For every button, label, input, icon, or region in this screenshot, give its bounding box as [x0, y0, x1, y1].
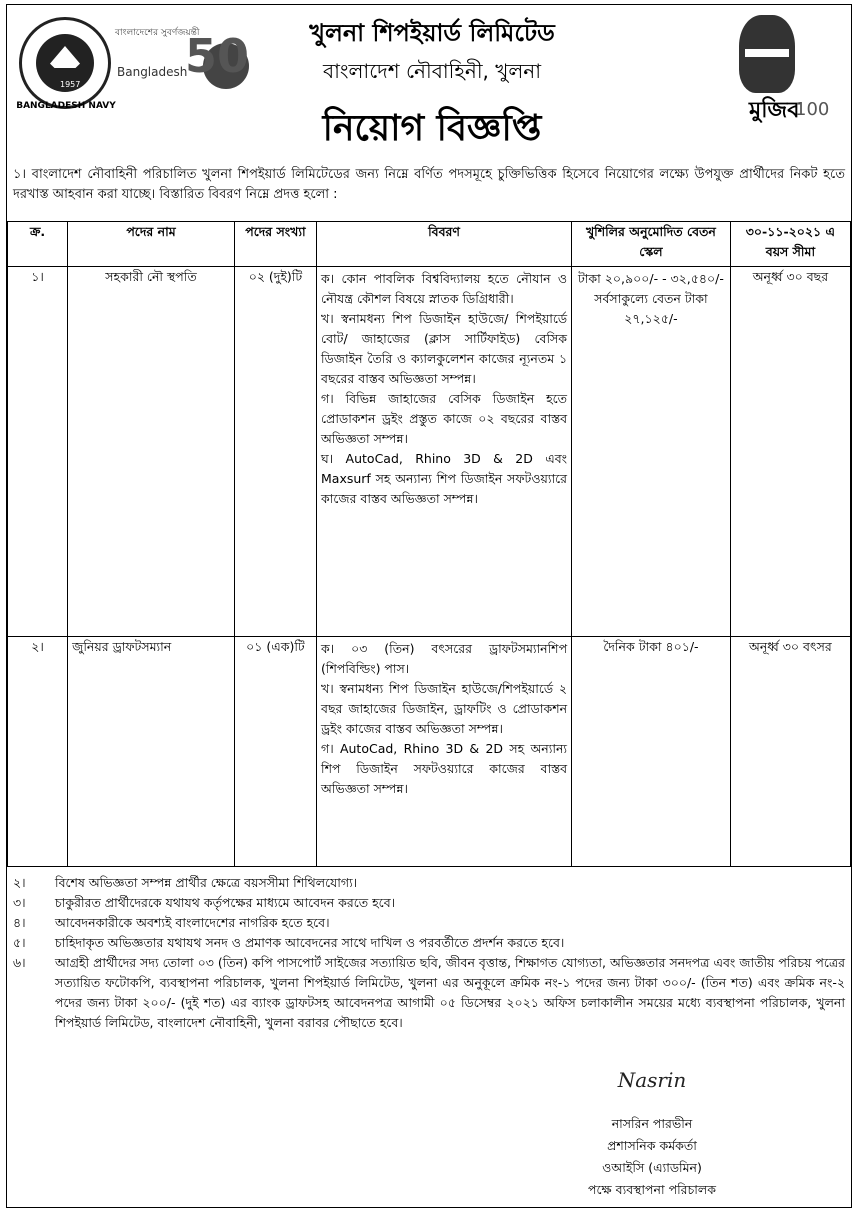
table-row [8, 637, 851, 867]
notice-title: নিয়োগ বিজ্ঞপ্তি [322, 108, 542, 149]
row-post-name: সহকারী নৌ স্থপতি [68, 267, 235, 637]
description-item: গ। AutoCad, Rhino 3D & 2D সহ অন্যান্য শিপ ডিজাইন সফটওয়্যারে কাজের বাস্তব অভিজ্ঞতা সম্পন্ন। [321, 741, 568, 796]
list-item: ৩। চাকুরীরত প্রার্থীদেরকে যথাযথ কর্তৃপক্ষের মাধ্যমে আবেদন করতে হবে। [13, 895, 396, 910]
table-row [8, 267, 851, 637]
description-item: ঘ। AutoCad, Rhino 3D & 2D এবং Maxsurf সহ অন্যান্য শিপ ডিজাইন সফটওয়্যারে কাজের বাস্তব অভিজ্ঞতা সম্পন্ন। [321, 451, 568, 506]
row-serial: ১। [8, 267, 68, 637]
description-item: খ। স্বনামধন্য শিপ ডিজাইন হাউজে/ শিপইয়ার্ডে বোট/ জাহাজের (ক্লাস সার্টিফাইড) বেসিক ডিজাইন তৈরি ও ক্যালকুলেশন কাজের ন্যূনতম ১ বছরের বাস্তব অভিজ্ঞতা সম্পন্ন। [321, 311, 568, 386]
org-subtitle: বাংলাদেশ নৌবাহিনী, খুলনা [322, 59, 542, 83]
row-age-limit: অনূর্ধ্ব ৩০ বছর [730, 267, 850, 637]
row-pay-scale: টাকা ২০,৯০০/- - ৩২,৫৪০/- সর্বসাকুল্যে বেতন টাকা ২৭,১২৫/- [572, 267, 731, 637]
col-serial: ক্র. [8, 222, 68, 267]
signatory-name: নাসরিন পারভীন [611, 1116, 693, 1131]
signatory-role: ওআইসি (এ্যাডমিন) [602, 1160, 702, 1175]
header [7, 5, 851, 165]
row-pay-scale: দৈনিক টাকা ৪০১/- [572, 637, 731, 867]
list-item: ৬। আগ্রহী প্রার্থীদের সদ্য তোলা ০৩ (তিন) কপি পাসপোর্ট সাইজের সত্যায়িত ছবি, জীবন বৃত্তান্ত, শিক্ষাগত যোগ্যতা, অভিজ্ঞতার সনদপত্র এবং জাতীয় পরিচয় পত্রের সত্যায়িত ফটোকপি, ব্যবস্থাপনা পরিচালক, খুলনা শিপইয়ার্ড লিমিটেড, খুলনা এর অনুকূলে ক্রমিক নং-১ পদের জন্য টাকা ৩০০/- (তিন শত) এবং ক্রমিক নং-২ পদের জন্য টাকা ২০০/- (দুই শত) এর ব্যাংক ড্রাফটসহ আবেদনপত্র আগামী ০৫ ডিসেম্বর ২০২১ অফিস চলাকালীন সময়ের মধ্যে ব্যবস্থাপনা পরিচালক, খুলনা শিপইয়ার্ড লিমিটেড, বাংলাদেশ নৌবাহিনী, খুলনা বরাবর পৌছাতে হবে। [13, 955, 845, 1030]
bangladesh-navy-logo: 1957 [19, 17, 111, 109]
description-item: ক। কোন পাবলিক বিশ্ববিদ্যালয় হতে নৌযান ও নৌযন্ত্র কৌশল বিষয়ে স্নাতক ডিগ্রিধারী। [321, 271, 568, 306]
signatory-behalf: পক্ষে ব্যবস্থাপনা পরিচালক [588, 1182, 716, 1197]
description-item: গ। বিভিন্ন জাহাজের বেসিক ডিজাইন হতে প্রোডাকশন ড্রইং প্রস্তুত কাজে ০২ বছরের বাস্তব অভিজ্ঞতা সম্পন্ন। [321, 391, 568, 446]
row-description [317, 637, 572, 867]
org-name: খুলনা শিপইয়ার্ড লিমিটেড [309, 19, 555, 47]
row-post-name: জুনিয়র ড্রাফটসম্যান [68, 637, 235, 867]
navy-logo-caption: BANGLADESH NAVY [16, 101, 116, 111]
row-post-count: ০১ (এক)টি [234, 637, 316, 867]
col-age-limit: ৩০-১১-২০২১ এ বয়স সীমা [730, 222, 850, 267]
golden-jubilee-logo: বাংলাদেশের সুবর্ণজয়ন্তী 50 Bangladesh [115, 19, 255, 109]
signature-block [537, 1069, 767, 1201]
notice-page [6, 4, 852, 1208]
description-item: খ। স্বনামধন্য শিপ ডিজাইন হাউজে/শিপইয়ার্ডে ২ বছর জাহাজের ডিজাইন, ড্রাফটিং ও প্রোডাকশন ড্রইং কাজের বাস্তব অভিজ্ঞতা সম্পন্ন। [321, 681, 568, 736]
mujib-100-logo: মুজিব 100 [729, 15, 839, 135]
handwritten-signature: Nasrin [617, 1068, 687, 1092]
col-pay-scale: খুশিলির অনুমোদিত বেতন স্কেল [572, 222, 731, 267]
col-post-count: পদের সংখ্যা [234, 222, 316, 267]
posts-table [7, 221, 851, 867]
row-description [317, 267, 572, 637]
notes-list [13, 873, 845, 1033]
intro-paragraph: ১। বাংলাদেশ নৌবাহিনী পরিচালিত খুলনা শিপইয়ার্ড লিমিটেডের জন্য নিম্নে বর্ণিত পদসমূহে চুক্তিভিত্তিক হিসেবে নিয়োগের লক্ষ্যে উপযুক্ত প্রার্থীদের নিকট হতে দরখাস্ত আহবান করা যাচ্ছে। বিস্তারিত বিবরণ নিম্নে প্রদত্ত হলো : [13, 167, 845, 202]
description-item: ক। ০৩ (তিন) বৎসরের ড্রাফটসম্যানশিপ (শিপবিল্ডিং) পাস। [321, 641, 568, 676]
row-serial: ২। [8, 637, 68, 867]
signatory-designation: প্রশাসনিক কর্মকর্তা [607, 1138, 697, 1153]
col-description: বিবরণ [317, 222, 572, 267]
col-post-name: পদের নাম [68, 222, 235, 267]
list-item: ৪। আবেদনকারীকে অবশ্যই বাংলাদেশের নাগরিক হতে হবে। [13, 915, 330, 930]
table-header-row [8, 222, 851, 267]
list-item: ২। বিশেষ অভিজ্ঞতা সম্পন্ন প্রার্থীর ক্ষেত্রে বয়সসীমা শিথিলযোগ্য। [13, 875, 358, 890]
row-age-limit: অনূর্ধ্ব ৩০ বৎসর [730, 637, 850, 867]
row-post-count: ০২ (দুই)টি [234, 267, 316, 637]
list-item: ৫। চাহিদাকৃত অভিজ্ঞতার যথাযথ সনদ ও প্রমাণক আবেদনের সাথে দাখিল ও পরবর্তীতে প্রদর্শন করতে হবে। [13, 935, 565, 950]
